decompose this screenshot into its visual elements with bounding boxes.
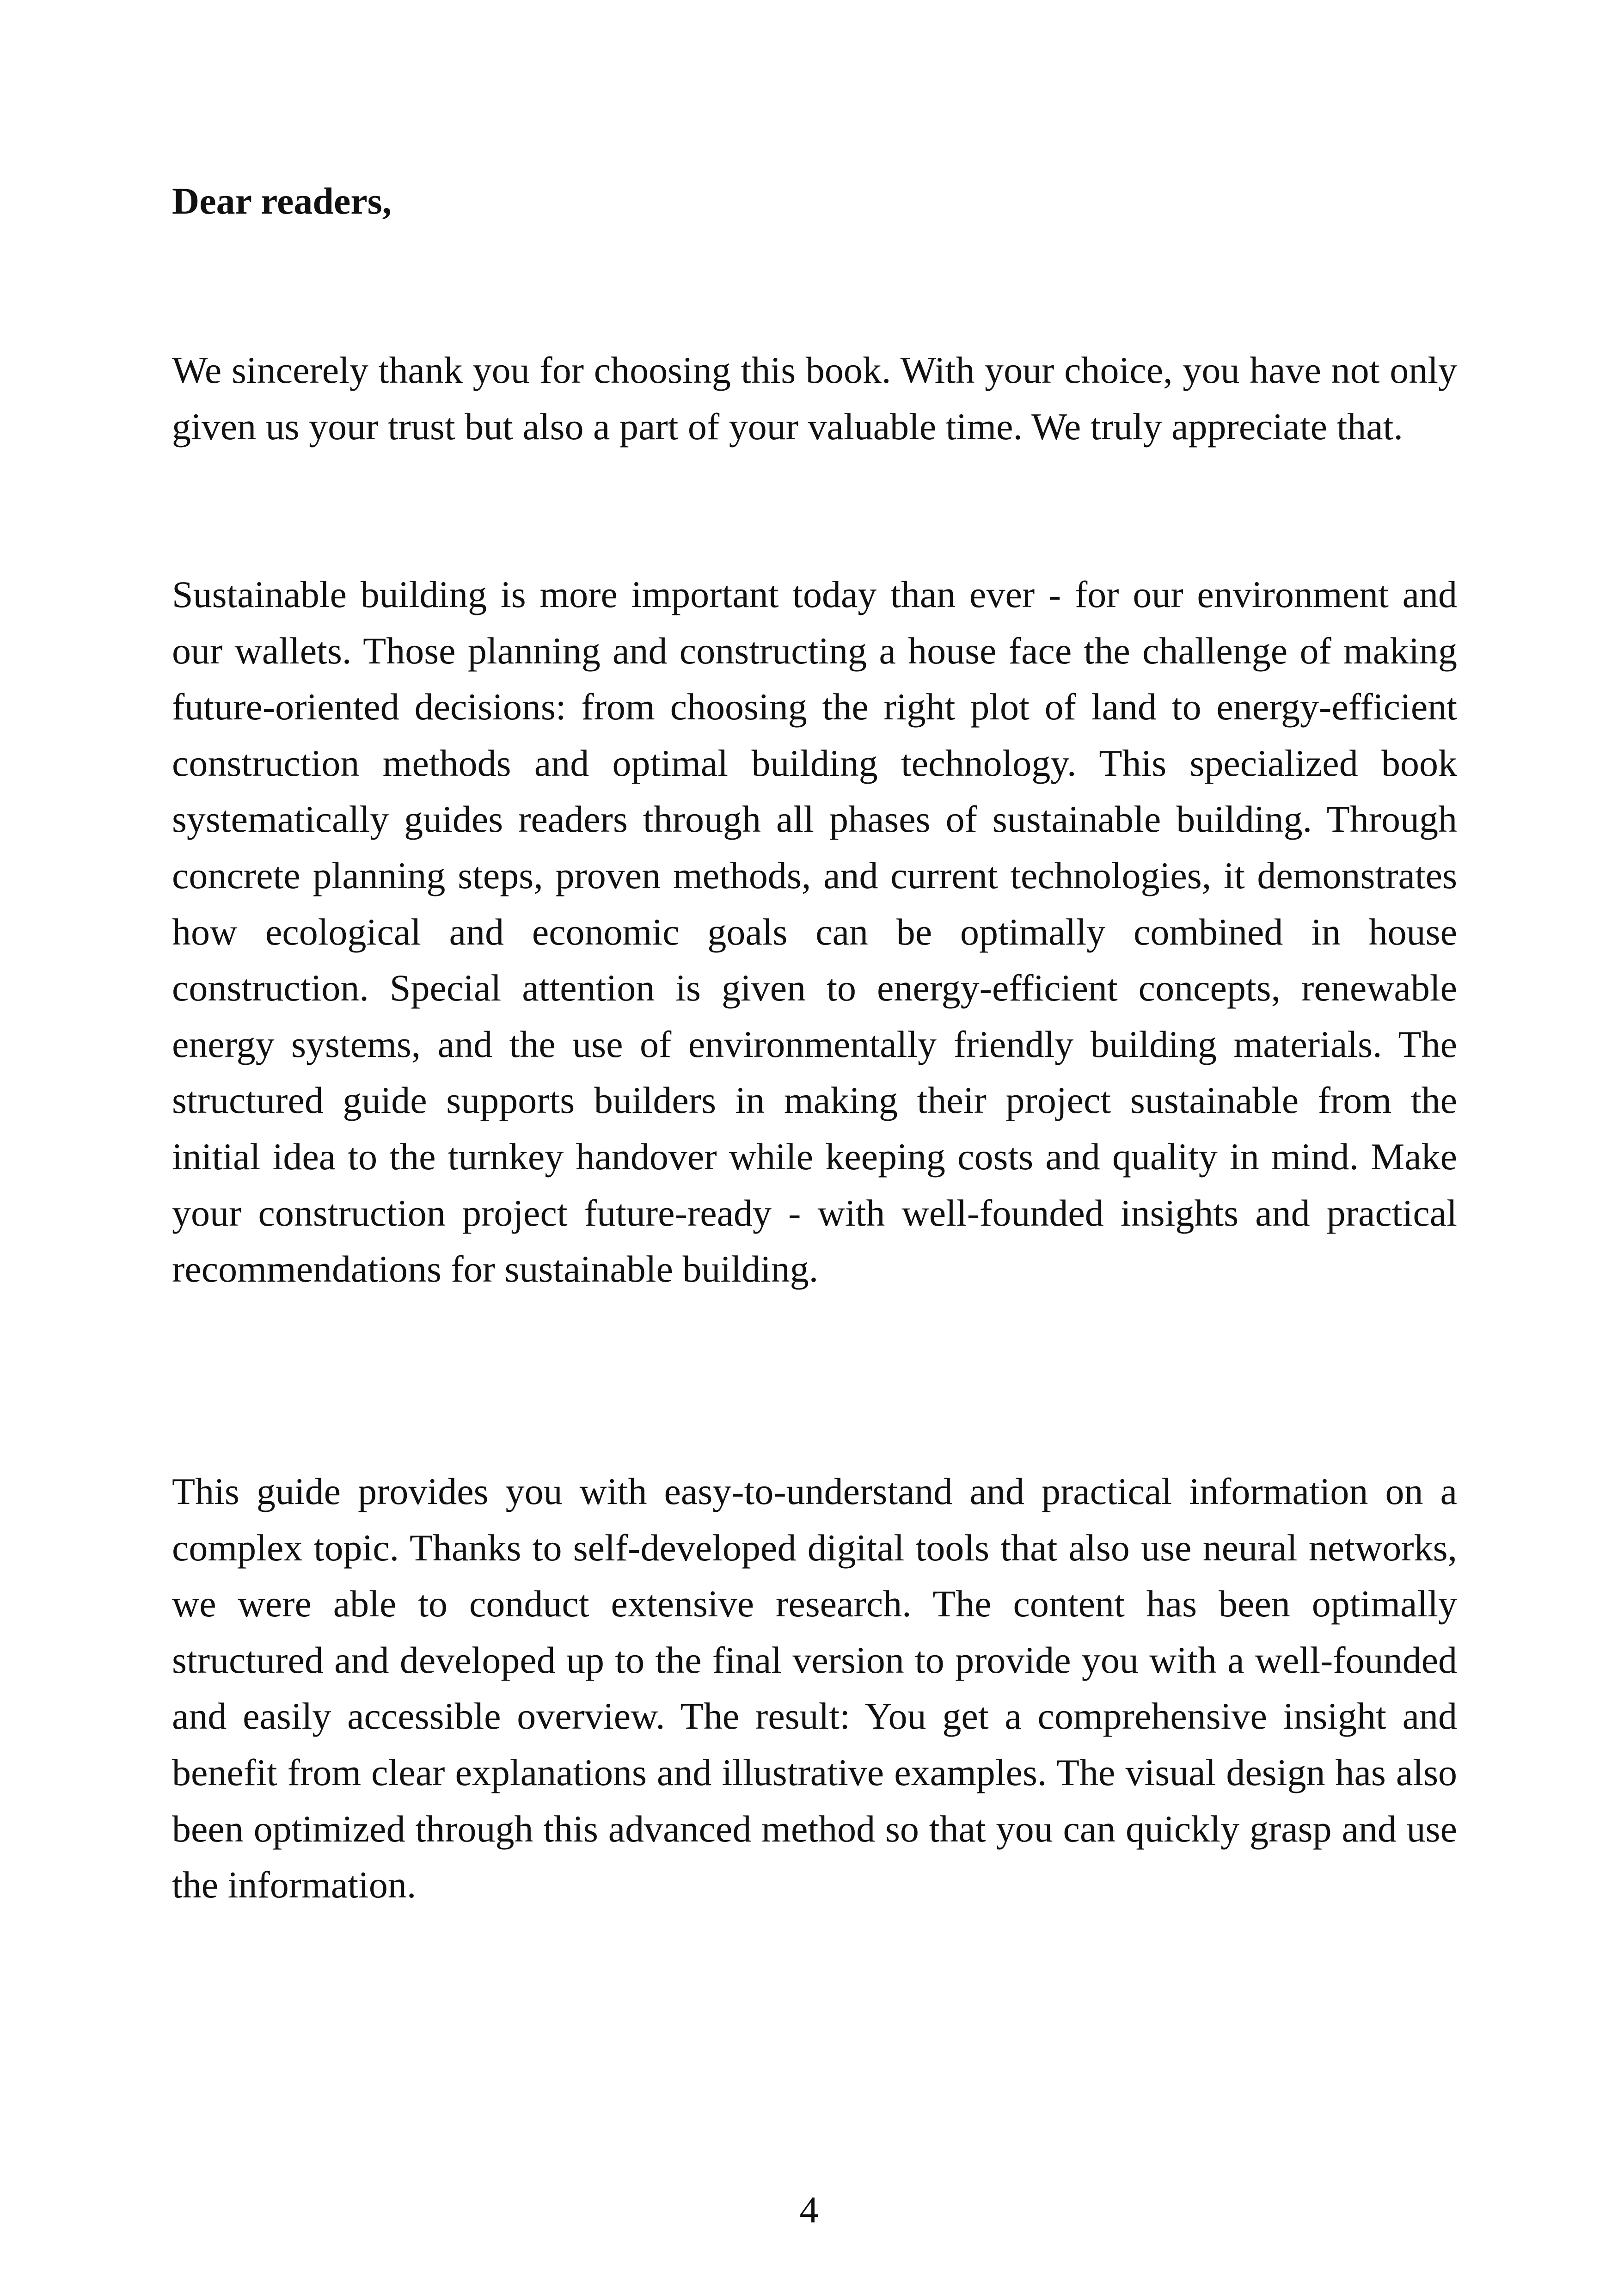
paragraph-guide-info: This guide provides you with easy-to-understand and practical information on a complex topic. Thanks to self-developed digital tools that also use neural networks, we were able to conduct extensive research. The content has been optimally structured and developed up to the final version to provide you with a well-founded and easily accessible overview. The result: You get a comprehensive insight and benefit from clear explanations and illustrative examples. The visual design has also been optimized through this advanced method so that you can quickly grasp and use the information. <box>172 1470 1457 1906</box>
paragraph-sustainable-building: Sustainable building is more important today than ever - for our environment and our wallets. Those planning and constructing a house face the challenge of making future-oriented decisions: from choosing the right plot of land to energy-efficient construction methods and optimal building technology. This specialized book systematically guides readers through all phases of sustainable building. Through concrete planning steps, proven methods, and current technologies, it demonstrates how ecological and economic goals can be optimally combined in house construction. Special attention is given to energy-efficient concepts, renewable energy systems, and the use of environmentally friendly building materials. The structured guide supports builders in making their project sustainable from the initial idea to the turnkey handover while keeping costs and quality in mind. Make your construction project future-ready - with well-founded insights and practical recommendations for sustainable building. <box>172 573 1457 1290</box>
paragraph-thanks: We sincerely thank you for choosing this book. With your choice, you have not only given us your trust but also a part of your valuable time. We truly appreciate that. <box>172 349 1457 448</box>
page-number: 4 <box>799 2189 819 2231</box>
greeting-heading: Dear readers, <box>172 180 392 222</box>
